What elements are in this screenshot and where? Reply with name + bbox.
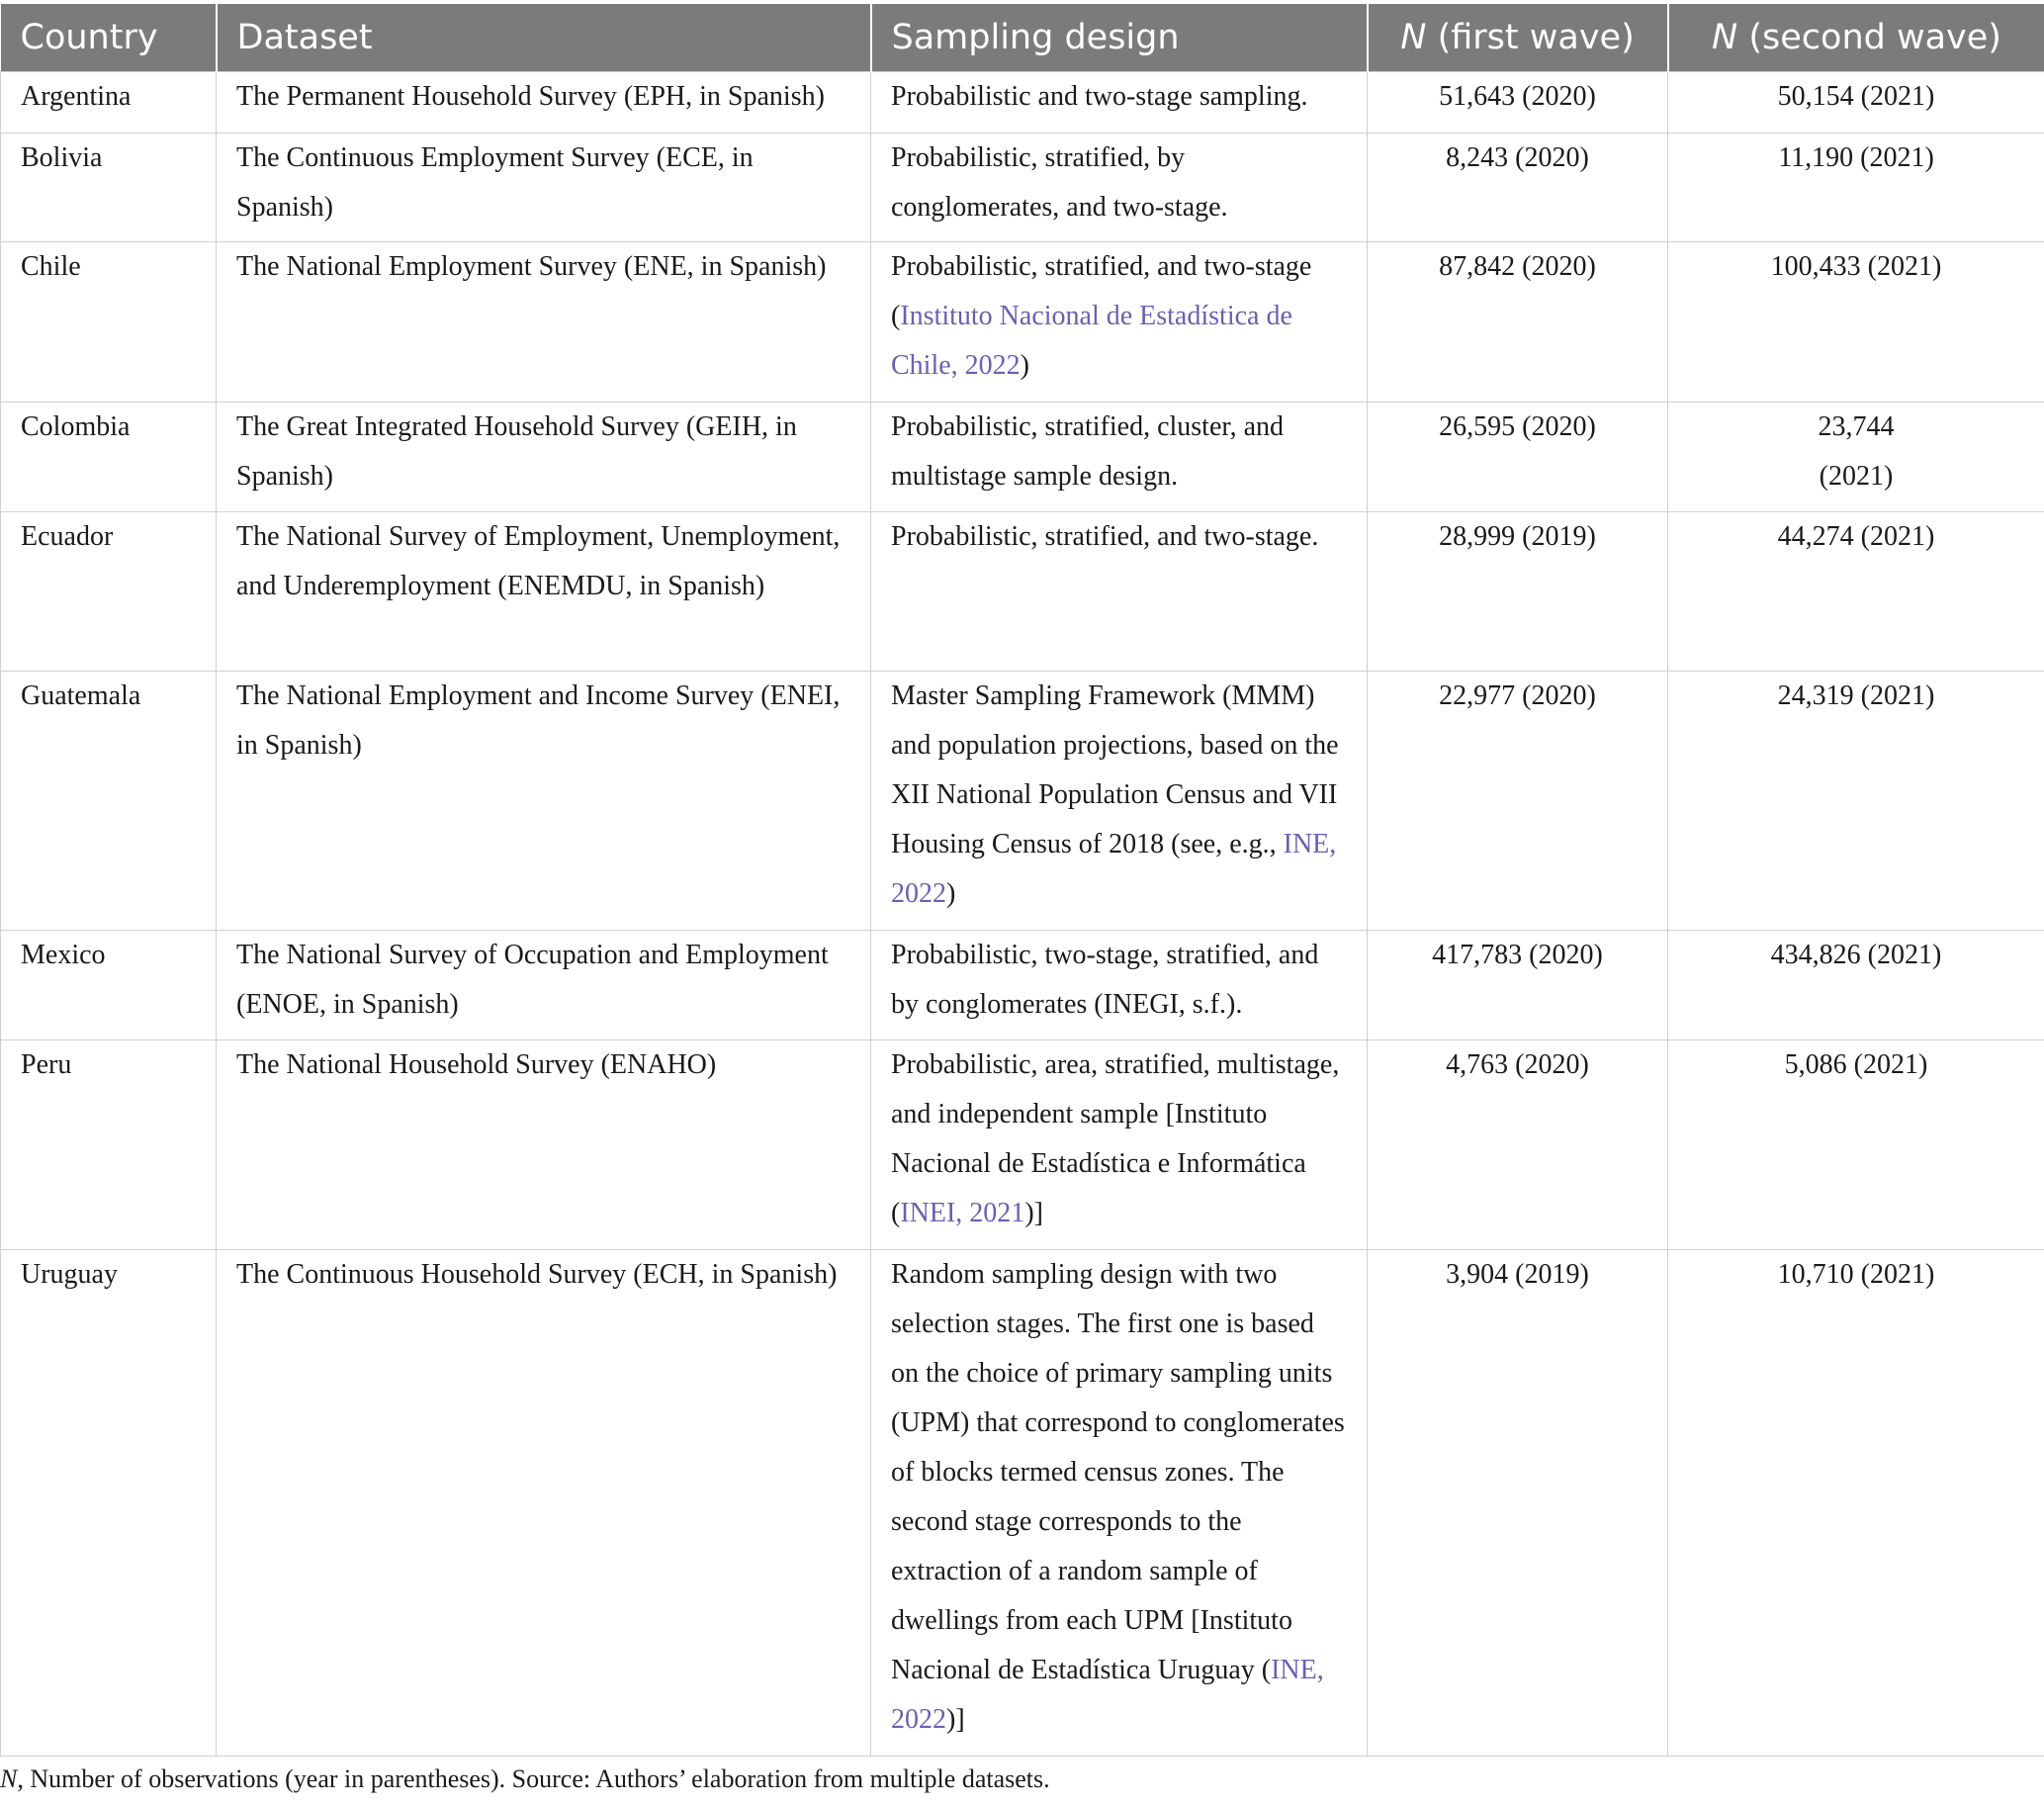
cell-sampling: Probabilistic, stratified, by conglomerates, and two-stage. xyxy=(871,134,1368,242)
table-row xyxy=(1,403,2044,512)
n-second-year: (2021) xyxy=(1819,461,1894,492)
table-row xyxy=(1,512,2044,672)
citation-link[interactable]: Instituto Nacional de Estadística de Chile, 2022 xyxy=(891,301,1292,381)
table-row xyxy=(1,242,2044,403)
sampling-text-end: ) xyxy=(1020,350,1029,381)
cell-country: Mexico xyxy=(1,931,217,1040)
cell-n-first: 51,643 (2020) xyxy=(1368,72,1668,134)
cell-n-first: 87,842 (2020) xyxy=(1368,242,1668,403)
cell-n-second: 100,433 (2021) xyxy=(1668,242,2044,403)
cell-n-second: 10,710 (2021) xyxy=(1668,1250,2044,1757)
cell-country: Guatemala xyxy=(1,672,217,931)
sampling-text-end: )] xyxy=(1024,1198,1043,1228)
header-sampling-design: Sampling design xyxy=(871,4,1368,72)
sampling-text-end: ) xyxy=(946,878,956,909)
header-n-second-italic: N xyxy=(1712,18,1738,57)
cell-sampling xyxy=(871,242,1368,403)
survey-table xyxy=(0,4,2044,1757)
cell-sampling: Probabilistic, two-stage, stratified, and by conglomerates (INEGI, s.f.). xyxy=(871,931,1368,1040)
table-footnote xyxy=(0,1764,1050,1794)
cell-country: Peru xyxy=(1,1040,217,1250)
header-n-second-wave xyxy=(1668,4,2044,72)
sampling-text: Probabilistic, stratified, and two-stage ( xyxy=(891,251,1312,331)
header-n-first-italic: N xyxy=(1400,18,1427,57)
cell-dataset: The National Household Survey (ENAHO) xyxy=(217,1040,871,1250)
citation-link[interactable]: INE, 2022 xyxy=(891,829,1337,909)
footnote-text: , Number of observations (year in parentheses). Source: Authors’ elaboration from multiple datasets. xyxy=(17,1764,1050,1793)
cell-dataset: The National Employment and Income Survey (ENEI, in Spanish) xyxy=(217,672,871,931)
footnote-italic: N xyxy=(0,1764,18,1793)
cell-n-first: 8,243 (2020) xyxy=(1368,134,1668,242)
header-country: Country xyxy=(1,4,217,72)
cell-dataset: The Permanent Household Survey (EPH, in Spanish) xyxy=(217,72,871,134)
cell-n-second xyxy=(1668,403,2044,512)
sampling-text-end: )] xyxy=(946,1704,965,1735)
cell-n-first: 4,763 (2020) xyxy=(1368,1040,1668,1250)
cell-dataset: The Continuous Household Survey (ECH, in Spanish) xyxy=(217,1250,871,1757)
table-row xyxy=(1,672,2044,931)
cell-sampling: Probabilistic, stratified, and two-stage. xyxy=(871,512,1368,672)
cell-n-second: 44,274 (2021) xyxy=(1668,512,2044,672)
citation-link[interactable]: INE, 2022 xyxy=(891,1655,1324,1735)
table-row xyxy=(1,134,2044,242)
cell-n-first: 3,904 (2019) xyxy=(1368,1250,1668,1757)
cell-n-first: 22,977 (2020) xyxy=(1368,672,1668,931)
cell-n-first: 28,999 (2019) xyxy=(1368,512,1668,672)
cell-n-second: 434,826 (2021) xyxy=(1668,931,2044,1040)
table-row xyxy=(1,1040,2044,1250)
sampling-text: Random sampling design with two selection stages. The first one is based on the choice of primary sampling units (UPM) that correspond to conglomerates of blocks termed census zones. The second stage corresponds to the extraction of a random sample of dwellings from each UPM [Instituto Nacional de Estadística Uruguay ( xyxy=(891,1259,1345,1685)
table-row xyxy=(1,1250,2044,1757)
header-n-second-label: (second wave) xyxy=(1737,18,2001,57)
cell-country: Bolivia xyxy=(1,134,217,242)
cell-dataset: The Great Integrated Household Survey (GEIH, in Spanish) xyxy=(217,403,871,512)
cell-sampling xyxy=(871,1250,1368,1757)
cell-n-second: 50,154 (2021) xyxy=(1668,72,2044,134)
cell-n-second: 5,086 (2021) xyxy=(1668,1040,2044,1250)
cell-country: Colombia xyxy=(1,403,217,512)
cell-dataset: The National Employment Survey (ENE, in Spanish) xyxy=(217,242,871,403)
table-header-row xyxy=(1,4,2044,72)
cell-dataset: The Continuous Employment Survey (ECE, in Spanish) xyxy=(217,134,871,242)
n-second-value: 23,744 xyxy=(1818,411,1895,442)
table-row xyxy=(1,72,2044,134)
table-row xyxy=(1,931,2044,1040)
cell-sampling xyxy=(871,672,1368,931)
header-n-first-wave xyxy=(1368,4,1668,72)
cell-sampling: Probabilistic and two-stage sampling. xyxy=(871,72,1368,134)
cell-country: Argentina xyxy=(1,72,217,134)
cell-country: Ecuador xyxy=(1,512,217,672)
cell-n-second: 24,319 (2021) xyxy=(1668,672,2044,931)
sampling-text: Probabilistic, area, stratified, multistage, and independent sample [Instituto Nacional de Estadística e Informática ( xyxy=(891,1049,1340,1228)
header-dataset: Dataset xyxy=(217,4,871,72)
cell-dataset: The National Survey of Employment, Unemployment, and Underemployment (ENEMDU, in Spanish) xyxy=(217,512,871,672)
cell-n-second: 11,190 (2021) xyxy=(1668,134,2044,242)
header-n-first-label: (first wave) xyxy=(1426,18,1635,57)
sampling-text: Master Sampling Framework (MMM) and population projections, based on the XII National Population Census and VII Housing Census of 2018 (see, e.g., xyxy=(891,680,1339,859)
cell-n-first: 417,783 (2020) xyxy=(1368,931,1668,1040)
table-container xyxy=(0,4,2044,1757)
cell-country: Uruguay xyxy=(1,1250,217,1757)
cell-country: Chile xyxy=(1,242,217,403)
cell-sampling: Probabilistic, stratified, cluster, and multistage sample design. xyxy=(871,403,1368,512)
cell-sampling xyxy=(871,1040,1368,1250)
cell-n-first: 26,595 (2020) xyxy=(1368,403,1668,512)
cell-dataset: The National Survey of Occupation and Employment (ENOE, in Spanish) xyxy=(217,931,871,1040)
citation-link[interactable]: INEI, 2021 xyxy=(900,1198,1025,1228)
